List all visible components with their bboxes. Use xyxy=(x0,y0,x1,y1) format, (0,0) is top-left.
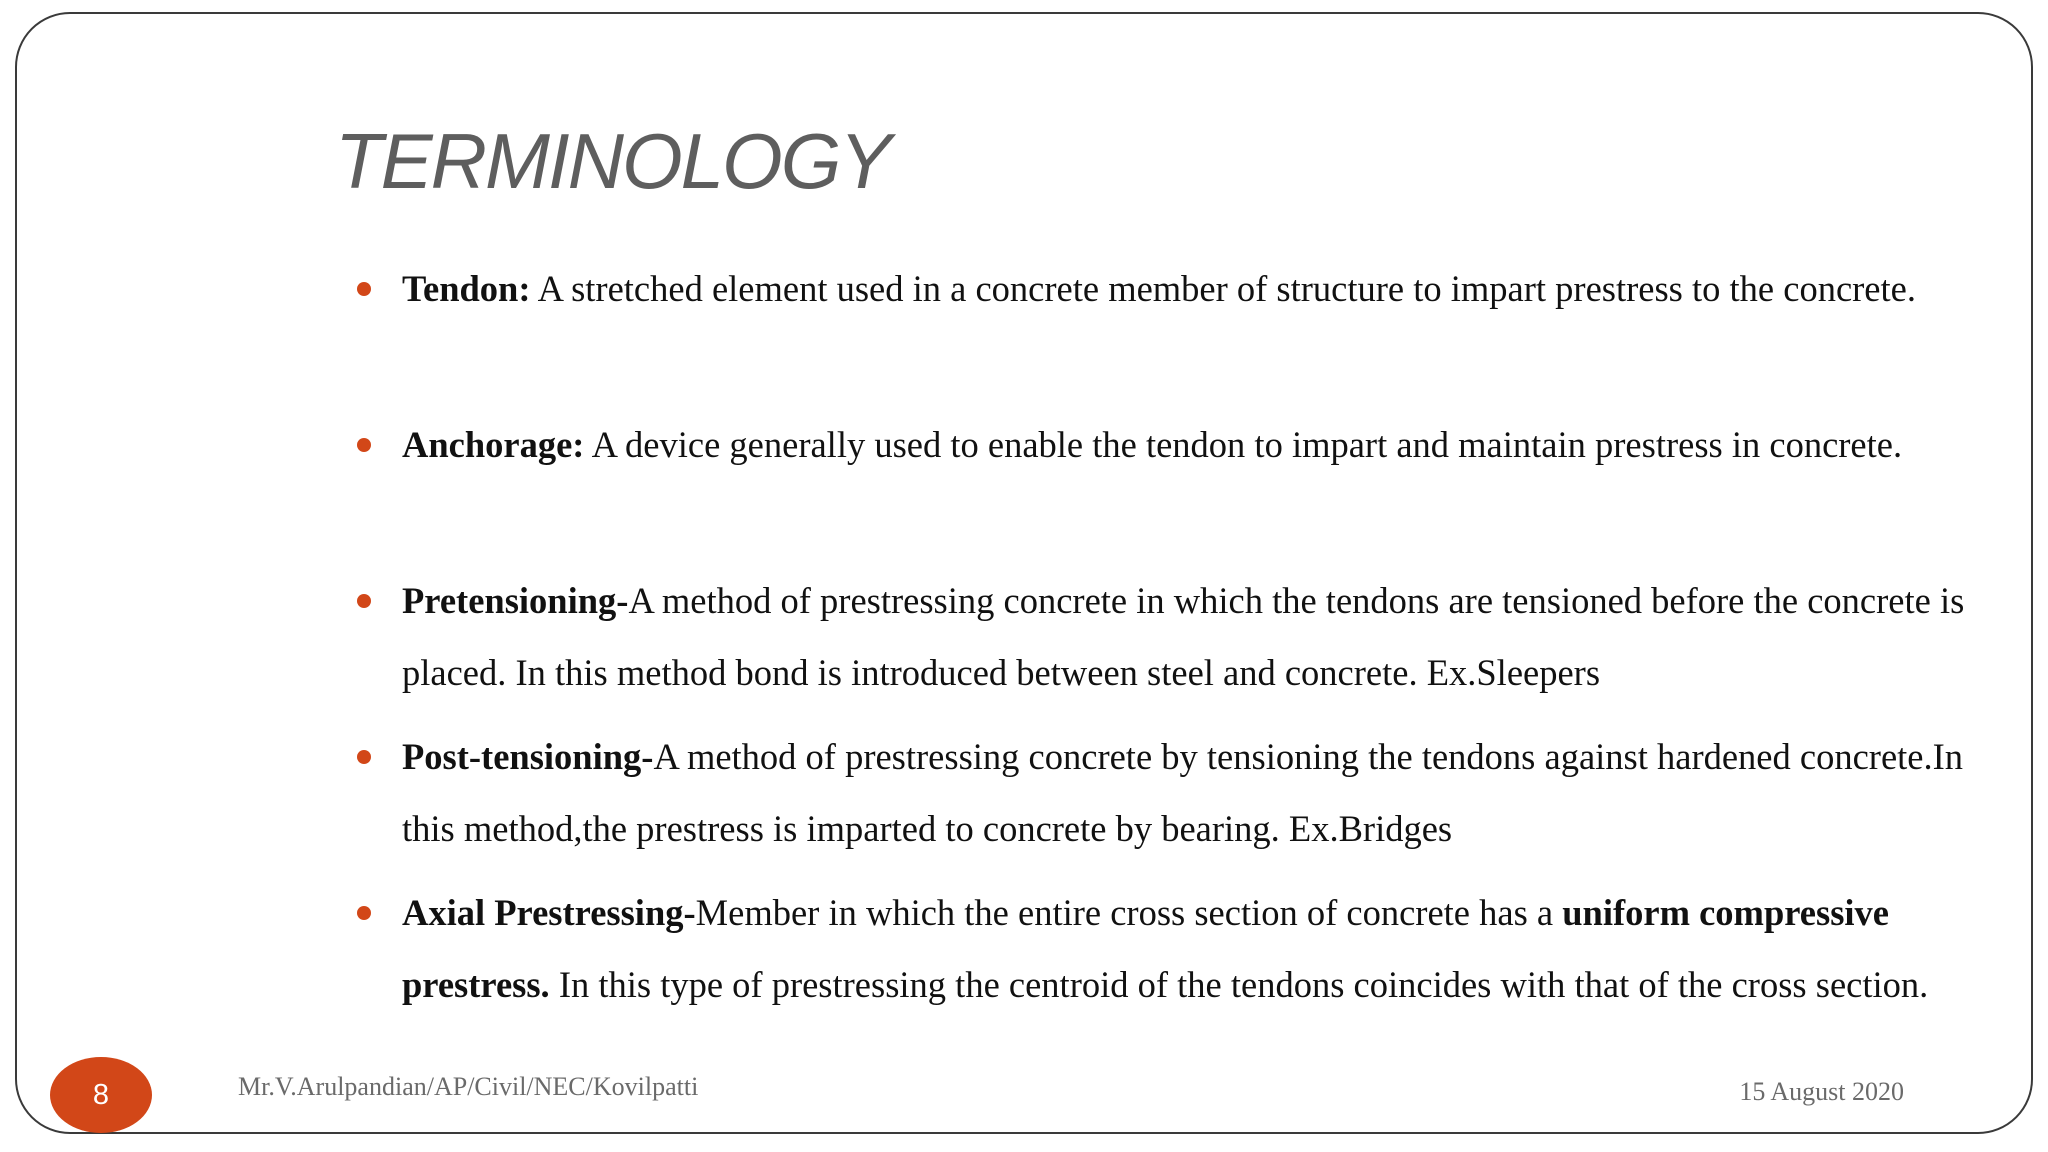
bullet-emphasis: uniform compressive prestress. xyxy=(402,892,1890,1005)
bullet-item-tendon xyxy=(402,253,2022,325)
bullet-item-pretensioning xyxy=(402,565,2022,709)
bullet-item-axial-prestressing xyxy=(402,877,2022,1021)
bullet-text: A stretched element used in a concrete member of structure to impart prestress to the concrete. xyxy=(530,268,1916,309)
bullet-text: A method of prestressing concrete in which the tendons are tensioned before the concrete is placed. In this method bond is introduced between steel and concrete. Ex.Sleepers xyxy=(402,580,1965,693)
bullet-item-post-tensioning xyxy=(402,721,2022,865)
footer-date: 15 August 2020 xyxy=(1739,1077,1904,1106)
bullet-term: Anchorage: xyxy=(402,424,585,465)
bullet-term: Tendon: xyxy=(402,268,531,309)
page-number-badge: 8 xyxy=(50,1057,152,1133)
bullet-text: A method of prestressing concrete by tensioning the tendons against hardened concrete.In this method,the prestress is imparted to concrete by bearing. Ex.Bridges xyxy=(402,736,1964,849)
slide-title: TERMINOLOGY xyxy=(335,117,890,205)
bullet-item-anchorage xyxy=(402,409,2022,481)
bullet-dot-icon xyxy=(357,438,371,452)
bullet-term: Post-tensioning- xyxy=(402,736,654,777)
slide-frame xyxy=(15,12,2033,1134)
bullet-dot-icon xyxy=(357,282,371,296)
bullet-text-after: In this type of prestressing the centroid of the tendons coincides with that of the cross section. xyxy=(549,964,1929,1005)
bullet-text: Member in which the entire cross section of concrete has a xyxy=(695,892,1563,933)
footer-author: Mr.V.Arulpandian/AP/Civil/NEC/Kovilpatti xyxy=(238,1072,699,1101)
bullet-dot-icon xyxy=(357,594,371,608)
bullet-dot-icon xyxy=(357,906,371,920)
bullet-dot-icon xyxy=(357,750,371,764)
bullet-list xyxy=(17,14,2031,1132)
bullet-text: A device generally used to enable the tendon to impart and maintain prestress in concrete. xyxy=(584,424,1903,465)
bullet-term: Axial Prestressing- xyxy=(402,892,696,933)
bullet-term: Pretensioning- xyxy=(402,580,629,621)
